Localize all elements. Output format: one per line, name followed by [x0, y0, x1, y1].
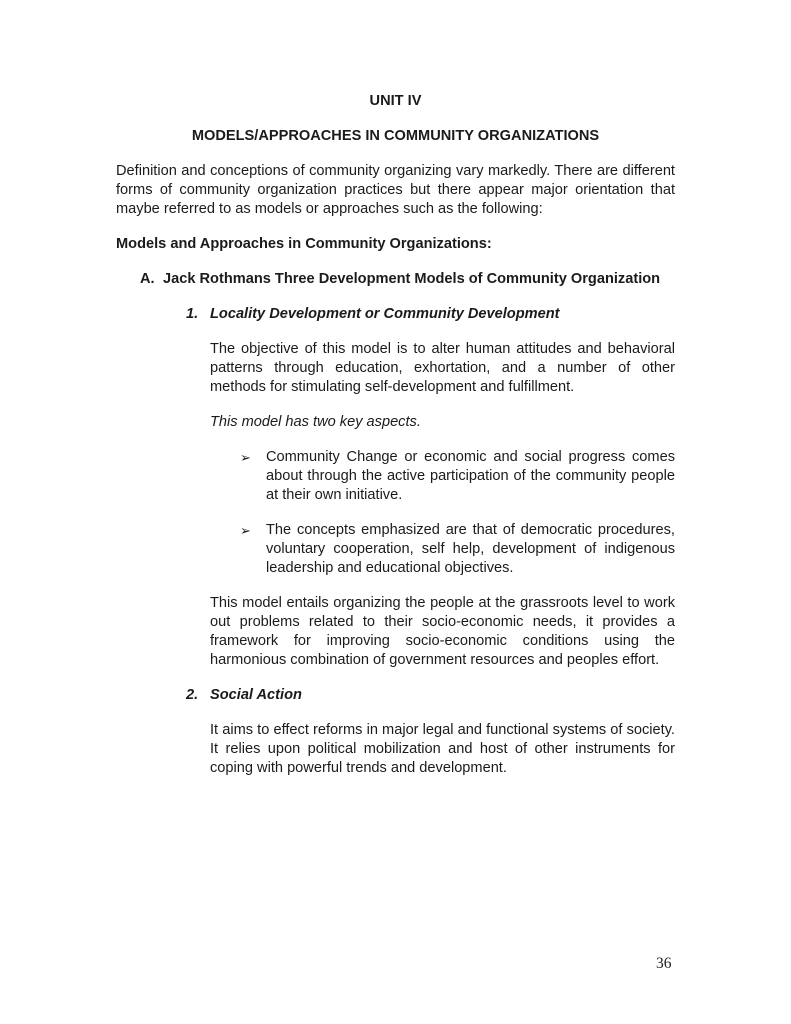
list-item-a-label: A. — [140, 271, 155, 287]
body-paragraph: The objective of this model is to alter human attitudes and behavioral patterns through education, exhortation, and a number of other methods for stimulating self-development and fulfillment. — [210, 341, 675, 395]
document-title: MODELS/APPROACHES IN COMMUNITY ORGANIZATIONS — [191, 128, 600, 144]
key-aspects-lead-in: This model has two key aspects. — [210, 414, 421, 430]
arrow-bullet-icon: ➢ — [240, 450, 251, 465]
list-item-2-label: 2. — [186, 687, 199, 703]
bullet-item — [240, 521, 675, 578]
list-item-1-label: 1. — [186, 306, 199, 322]
list-item-a-title: Jack Rothmans Three Development Models of Community Organization — [163, 271, 661, 287]
body-paragraph: This model entails organizing the people at the grassroots level to work out problems related to their socio-economic needs, it provides a framework for improving socio-economic conditions using the harmonious combination of government resources and peoples effort. — [210, 595, 675, 668]
list-item-a — [140, 270, 675, 289]
bullet-item — [240, 448, 675, 505]
body-paragraph: It aims to effect reforms in major legal and functional systems of society. It relies upon political mobilization and host of other instruments for coping with powerful trends and development. — [210, 722, 675, 776]
unit-title: UNIT IV — [369, 93, 422, 109]
arrow-bullet-icon: ➢ — [240, 523, 251, 538]
section-heading: Models and Approaches in Community Organizations: — [116, 236, 492, 252]
list-item-1 — [186, 305, 675, 324]
document-body — [116, 92, 675, 794]
bullet-text: Community Change or economic and social progress comes about through the active participation of the community people at their own initiative. — [266, 449, 675, 503]
list-item-1-title: Locality Development or Community Development — [210, 306, 560, 322]
page-number: 36 — [656, 955, 672, 972]
list-item-2-title: Social Action — [210, 687, 302, 703]
list-item-2 — [186, 686, 675, 705]
intro-paragraph: Definition and conceptions of community organizing vary markedly. There are different forms of community organization practices but there appear major orientation that maybe referred to as models or approaches such as the following: — [116, 163, 675, 217]
bullet-text: The concepts emphasized are that of democratic procedures, voluntary cooperation, self help, development of indigenous leadership and educational objectives. — [266, 522, 675, 576]
